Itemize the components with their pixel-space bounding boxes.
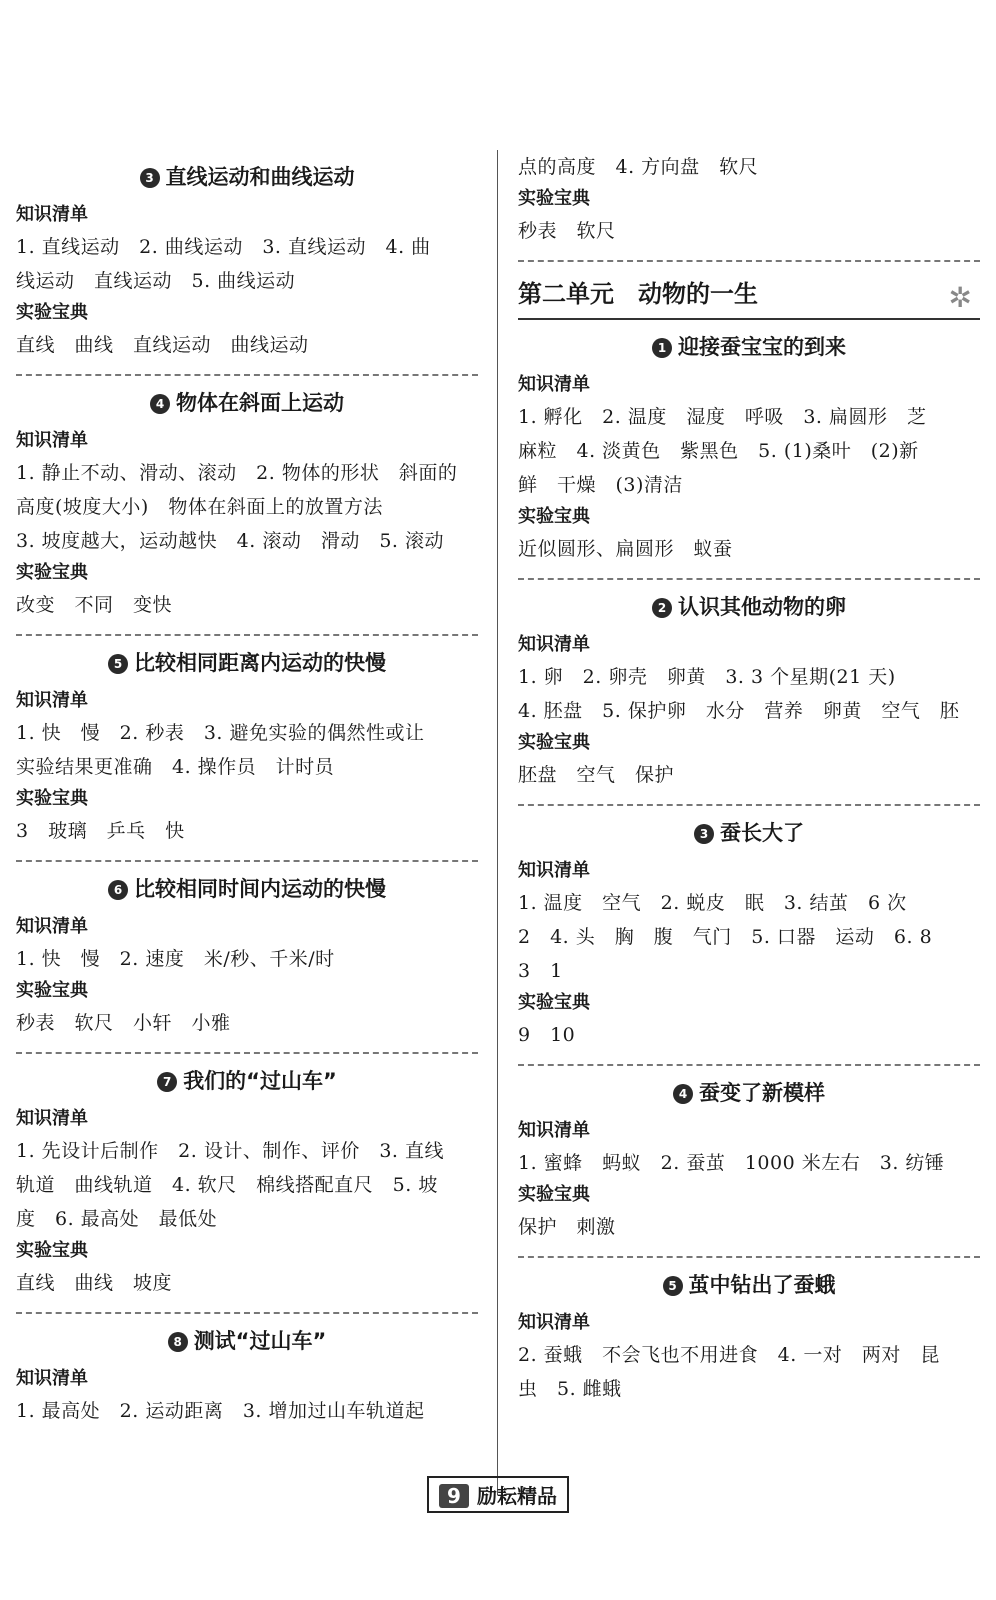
answer-line: 直线 曲线 直线运动 曲线运动 [16, 334, 309, 356]
answer-line: 3 玻璃 乒乓 快 [16, 820, 185, 842]
left-column [16, 150, 478, 1428]
answer-line: 1. 快 慢 2. 速度 米/秒、千米/时 [16, 948, 335, 970]
section-separator [16, 1052, 478, 1054]
experiment-label: 实验宝典 [16, 302, 88, 323]
section-title [16, 386, 478, 420]
answer-line: 秒表 软尺 [518, 220, 616, 242]
section-title-text: 蚕变了新模样 [699, 1081, 825, 1105]
section-title [16, 646, 478, 680]
section [16, 1324, 478, 1428]
column-divider [497, 150, 498, 1495]
section-title [518, 1268, 980, 1302]
experiment-label: 实验宝典 [518, 732, 590, 753]
section [518, 330, 980, 580]
answer-line: 1. 蜜蜂 蚂蚁 2. 蚕茧 1000 米左右 3. 纺锤 [518, 1152, 945, 1174]
answer-line: 1. 卵 2. 卵壳 卵黄 3. 3 个星期(21 天) [518, 666, 896, 688]
section-number: 4 [673, 1084, 693, 1104]
section-title [518, 816, 980, 850]
section-number: 2 [652, 598, 672, 618]
experiment-label: 实验宝典 [518, 188, 590, 209]
answer-line: 鲜 干燥 (3)清洁 [518, 474, 683, 496]
answer-line: 9 10 [518, 1024, 576, 1046]
knowledge-label: 知识清单 [16, 1368, 88, 1389]
knowledge-label: 知识清单 [16, 430, 88, 451]
answer-line: 胚盘 空气 保护 [518, 764, 675, 786]
section-title [16, 1064, 478, 1098]
answer-line: 直线 曲线 坡度 [16, 1272, 173, 1294]
answer-line: 1. 静止不动、滑动、滚动 2. 物体的形状 斜面的 [16, 462, 458, 484]
section-number: 3 [140, 168, 160, 188]
experiment-label: 实验宝典 [518, 506, 590, 527]
section [518, 816, 980, 1066]
answer-line: 线运动 直线运动 5. 曲线运动 [16, 270, 296, 292]
section-separator [16, 374, 478, 376]
section-number: 3 [694, 824, 714, 844]
answer-line: 3 1 [518, 960, 563, 982]
section-separator [518, 260, 980, 262]
section-number: 1 [652, 338, 672, 358]
experiment-label: 实验宝典 [16, 788, 88, 809]
footer [0, 1476, 996, 1513]
section [16, 872, 478, 1054]
section-separator [518, 804, 980, 806]
experiment-label: 实验宝典 [16, 562, 88, 583]
section-number: 6 [108, 880, 128, 900]
section-title-text: 我们的“过山车” [183, 1069, 337, 1093]
section-title-text: 迎接蚕宝宝的到来 [678, 335, 846, 359]
experiment-label: 实验宝典 [518, 1184, 590, 1205]
knowledge-label: 知识清单 [16, 690, 88, 711]
knowledge-label: 知识清单 [518, 634, 590, 655]
section [16, 160, 478, 376]
experiment-label: 实验宝典 [16, 1240, 88, 1261]
star-icon: ✲ [948, 281, 972, 314]
section [16, 1064, 478, 1314]
section [518, 1076, 980, 1258]
section-title [518, 590, 980, 624]
section-title [518, 1076, 980, 1110]
section [518, 590, 980, 806]
section-title-text: 物体在斜面上运动 [176, 391, 344, 415]
answer-line: 秒表 软尺 小轩 小雅 [16, 1012, 231, 1034]
section-title-text: 测试“过山车” [193, 1329, 327, 1353]
knowledge-label: 知识清单 [518, 374, 590, 395]
section-number: 4 [150, 394, 170, 414]
knowledge-label: 知识清单 [518, 1120, 590, 1141]
answer-line: 1. 先设计后制作 2. 设计、制作、评价 3. 直线 [16, 1140, 445, 1162]
continued-section [518, 150, 980, 262]
answer-line: 1. 直线运动 2. 曲线运动 3. 直线运动 4. 曲 [16, 236, 431, 258]
knowledge-label: 知识清单 [518, 860, 590, 881]
section-separator [518, 578, 980, 580]
answer-line: 保护 刺激 [518, 1216, 616, 1238]
answer-line: 度 6. 最高处 最低处 [16, 1208, 218, 1230]
answer-line: 轨道 曲线轨道 4. 软尺 棉线搭配直尺 5. 坡 [16, 1174, 438, 1196]
knowledge-label: 知识清单 [16, 204, 88, 225]
section-number: 5 [663, 1276, 683, 1296]
answer-line: 3. 坡度越大，运动越快 4. 滚动 滑动 5. 滚动 [16, 530, 445, 552]
right-sections [518, 330, 980, 1406]
section-title-text: 茧中钻出了蚕蛾 [688, 1273, 836, 1297]
section [16, 386, 478, 636]
answer-line: 麻粒 4. 淡黄色 紫黑色 5. (1)桑叶 (2)新 [518, 440, 919, 462]
section-title [16, 160, 478, 194]
answer-line: 2 4. 头 胸 腹 气门 5. 口器 运动 6. 8 [518, 926, 933, 948]
section-title [16, 872, 478, 906]
section [518, 1268, 980, 1406]
unit-title-text: 第二单元 动物的一生 [518, 280, 758, 308]
answer-line: 近似圆形、扁圆形 蚁蚕 [518, 538, 733, 560]
answer-line: 实验结果更准确 4. 操作员 计时员 [16, 756, 335, 778]
section-number: 5 [108, 654, 128, 674]
section-separator [16, 634, 478, 636]
answer-line: 改变 不同 变快 [16, 594, 173, 616]
section-separator [16, 1312, 478, 1314]
answer-line: 1. 快 慢 2. 秒表 3. 避免实验的偶然性或让 [16, 722, 425, 744]
unit-title [518, 270, 980, 320]
knowledge-label: 知识清单 [16, 916, 88, 937]
section-separator [16, 860, 478, 862]
section-title [518, 330, 980, 364]
section-title [16, 1324, 478, 1358]
right-column [518, 150, 980, 1406]
section-title-text: 直线运动和曲线运动 [165, 165, 355, 189]
experiment-label: 实验宝典 [518, 992, 590, 1013]
page-number: 9 [439, 1484, 469, 1508]
answer-line: 点的高度 4. 方向盘 软尺 [518, 156, 759, 178]
footer-brand-box [427, 1476, 569, 1513]
knowledge-label: 知识清单 [16, 1108, 88, 1129]
answer-line: 1. 温度 空气 2. 蜕皮 眠 3. 结茧 6 次 [518, 892, 907, 914]
section-title-text: 比较相同距离内运动的快慢 [134, 651, 386, 675]
section-separator [518, 1256, 980, 1258]
answer-line: 虫 5. 雌蛾 [518, 1378, 622, 1400]
experiment-label: 实验宝典 [16, 980, 88, 1001]
section-title-text: 比较相同时间内运动的快慢 [134, 877, 386, 901]
section-title-text: 认识其他动物的卵 [678, 595, 846, 619]
section-number: 8 [168, 1332, 188, 1352]
section-title-text: 蚕长大了 [720, 821, 804, 845]
answer-line: 2. 蚕蛾 不会飞也不用进食 4. 一对 两对 昆 [518, 1344, 940, 1366]
section-number: 7 [157, 1072, 177, 1092]
answer-line: 1. 孵化 2. 温度 湿度 呼吸 3. 扁圆形 芝 [518, 406, 927, 428]
section-separator [518, 1064, 980, 1066]
answer-line: 高度(坡度大小) 物体在斜面上的放置方法 [16, 496, 383, 518]
answer-line: 4. 胚盘 5. 保护卵 水分 营养 卵黄 空气 胚 [518, 700, 960, 722]
knowledge-label: 知识清单 [518, 1312, 590, 1333]
section [16, 646, 478, 862]
brand-name: 励耘精品 [476, 1484, 557, 1508]
answer-line: 1. 最高处 2. 运动距离 3. 增加过山车轨道起 [16, 1400, 425, 1422]
